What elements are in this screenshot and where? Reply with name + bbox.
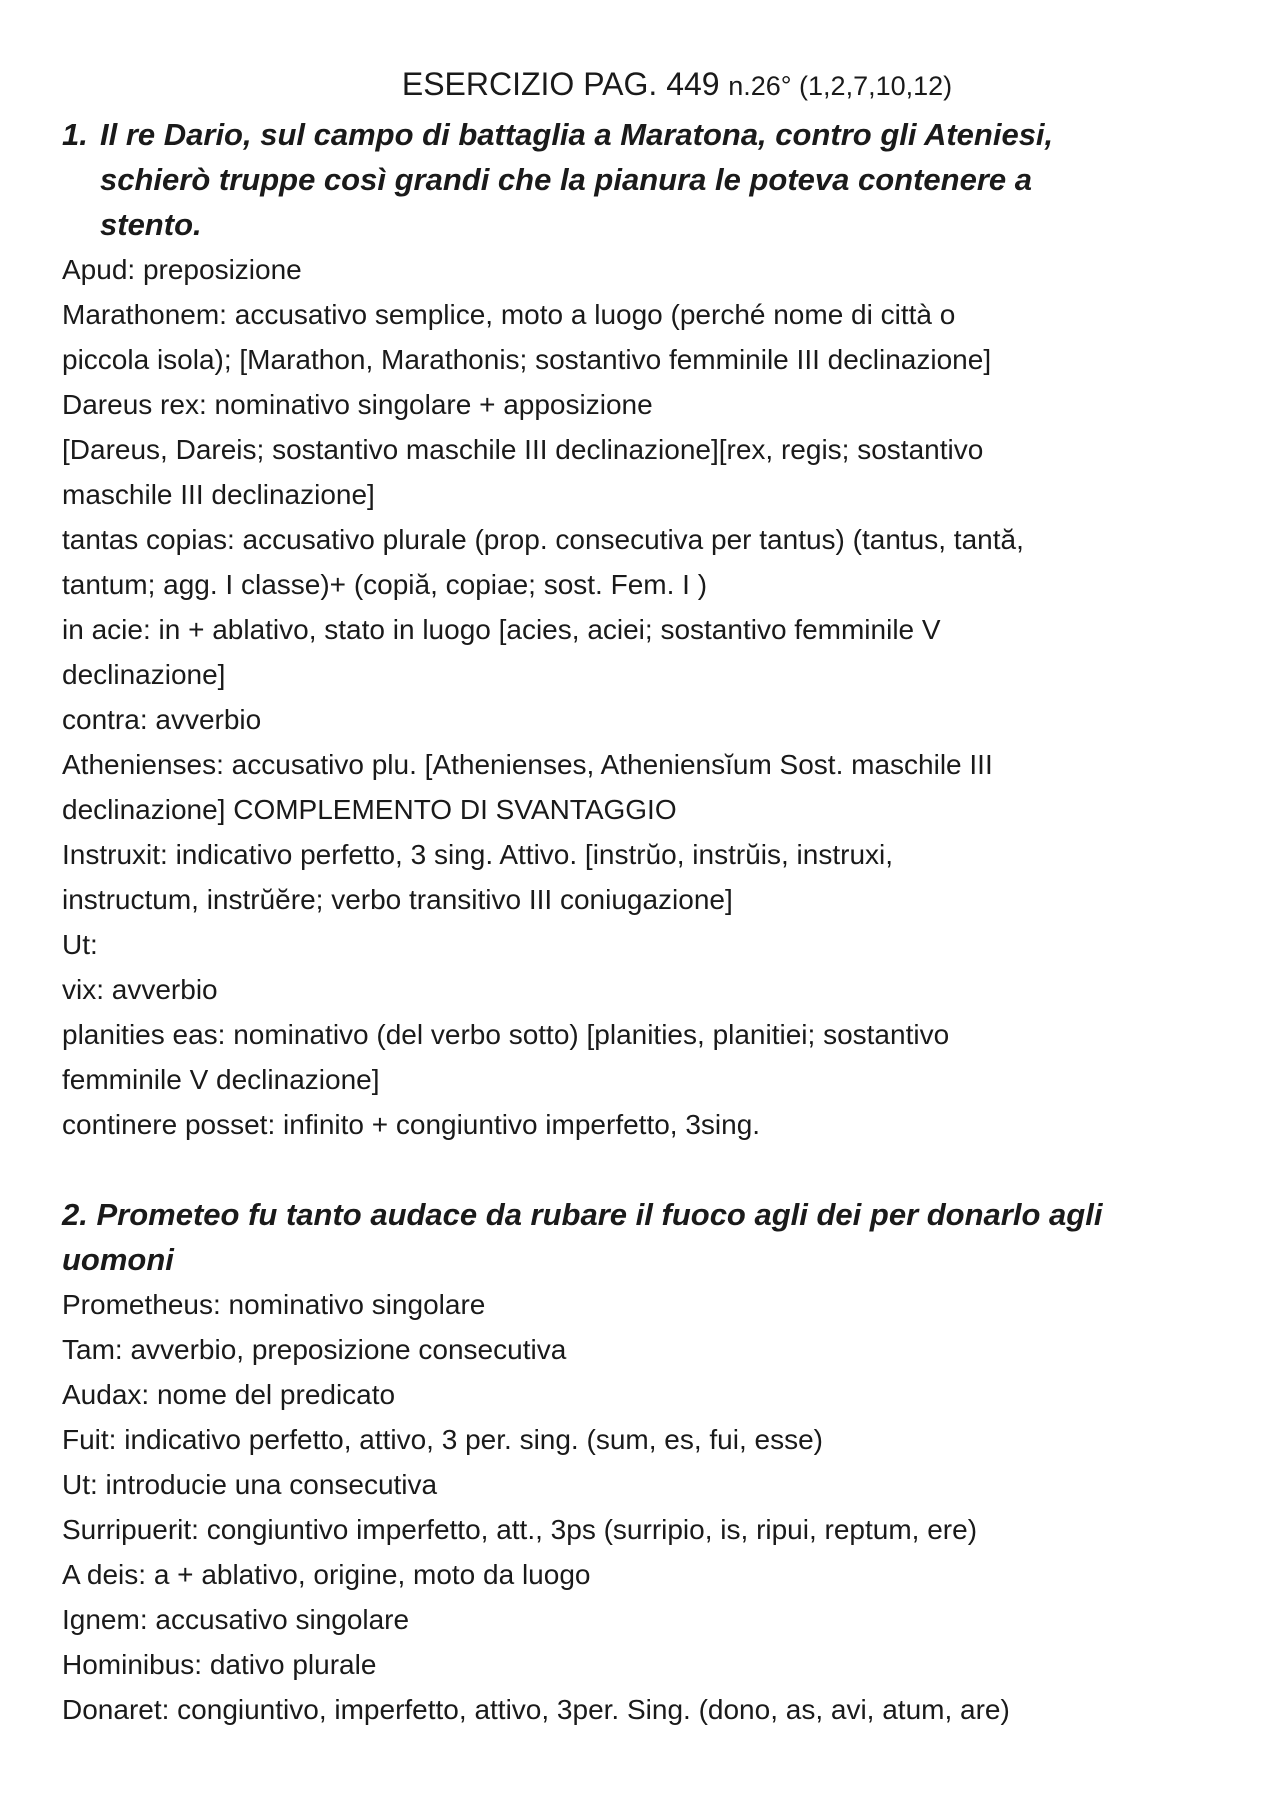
analysis-line: tantum; agg. I classe)+ (copiă, copiae; sost. Fem. I ) <box>62 569 708 600</box>
section-2-heading-line: Prometeo fu tanto audace da rubare il fuoco agli dei per donarlo agli <box>96 1197 1103 1232</box>
analysis-line: declinazione] <box>62 659 226 690</box>
document-page <box>62 62 1232 1732</box>
analysis-line: Prometheus: nominativo singolare <box>62 1289 486 1320</box>
analysis-line: planities eas: nominativo (del verbo sotto) [planities, planitiei; sostantivo <box>62 1019 950 1050</box>
analysis-line: Instruxit: indicativo perfetto, 3 sing. Attivo. [instrŭo, instrŭis, instruxi, <box>62 839 894 870</box>
analysis-line: contra: avverbio <box>62 704 262 735</box>
analysis-line: tantas copias: accusativo plurale (prop. consecutiva per tantus) (tantus, tantă, <box>62 524 1024 555</box>
analysis-line: Ignem: accusativo singolare <box>62 1604 410 1635</box>
analysis-line: Athenienses: accusativo plu. [Athenienses, Atheniensĭum Sost. maschile III <box>62 749 993 780</box>
analysis-line: [Dareus, Dareis; sostantivo maschile III declinazione][rex, regis; sostantivo <box>62 434 984 465</box>
document-title <box>62 62 1232 108</box>
analysis-line: A deis: a + ablativo, origine, moto da luogo <box>62 1559 591 1590</box>
analysis-line: declinazione] COMPLEMENTO DI SVANTAGGIO <box>62 794 677 825</box>
analysis-line: continere posset: infinito + congiuntivo imperfetto, 3sing. <box>62 1109 761 1140</box>
analysis-line: Apud: preposizione <box>62 254 302 285</box>
analysis-line: femminile V declinazione] <box>62 1064 380 1095</box>
section-2-number: 2. <box>62 1197 88 1232</box>
title-sub: n.26° (1,2,7,10,12) <box>728 71 953 101</box>
section-1-heading <box>62 112 1232 247</box>
analysis-line: Tam: avverbio, preposizione consecutiva <box>62 1334 567 1365</box>
section-1-heading-line: schierò truppe così grandi che la pianura le poteva contenere a <box>100 162 1032 197</box>
section-2-heading <box>62 1192 1232 1282</box>
title-main: ESERCIZIO PAG. 449 <box>401 66 720 102</box>
analysis-line: Dareus rex: nominativo singolare + apposizione <box>62 389 653 420</box>
analysis-line: Ut: introducie una consecutiva <box>62 1469 438 1500</box>
analysis-line: piccola isola); [Marathon, Marathonis; sostantivo femminile III declinazione] <box>62 344 992 375</box>
analysis-line: maschile III declinazione] <box>62 479 375 510</box>
section-1-heading-line: stento. <box>100 207 202 242</box>
analysis-line: Fuit: indicativo perfetto, attivo, 3 per. sing. (sum, es, fui, esse) <box>62 1424 824 1455</box>
section-2 <box>62 1192 1232 1732</box>
analysis-line: instructum, instrŭĕre; verbo transitivo III coniugazione] <box>62 884 733 915</box>
section-2-heading-line: uomoni <box>62 1242 174 1277</box>
section-1-heading-line: Il re Dario, sul campo di battaglia a Maratona, contro gli Ateniesi, <box>100 117 1054 152</box>
section-1 <box>62 112 1232 1147</box>
analysis-line: in acie: in + ablativo, stato in luogo [acies, aciei; sostantivo femminile V <box>62 614 941 645</box>
analysis-line: Marathonem: accusativo semplice, moto a luogo (perché nome di città o <box>62 299 956 330</box>
section-spacer <box>62 1147 1232 1192</box>
analysis-line: Surripuerit: congiuntivo imperfetto, att., 3ps (surripio, is, ripui, reptum, ere) <box>62 1514 978 1545</box>
analysis-line: Ut: <box>62 929 98 960</box>
analysis-line: Hominibus: dativo plurale <box>62 1649 377 1680</box>
analysis-line: vix: avverbio <box>62 974 218 1005</box>
analysis-line: Donaret: congiuntivo, imperfetto, attivo, 3per. Sing. (dono, as, avi, atum, are) <box>62 1694 1010 1725</box>
section-1-number: 1. <box>62 117 88 152</box>
analysis-line: Audax: nome del predicato <box>62 1379 396 1410</box>
